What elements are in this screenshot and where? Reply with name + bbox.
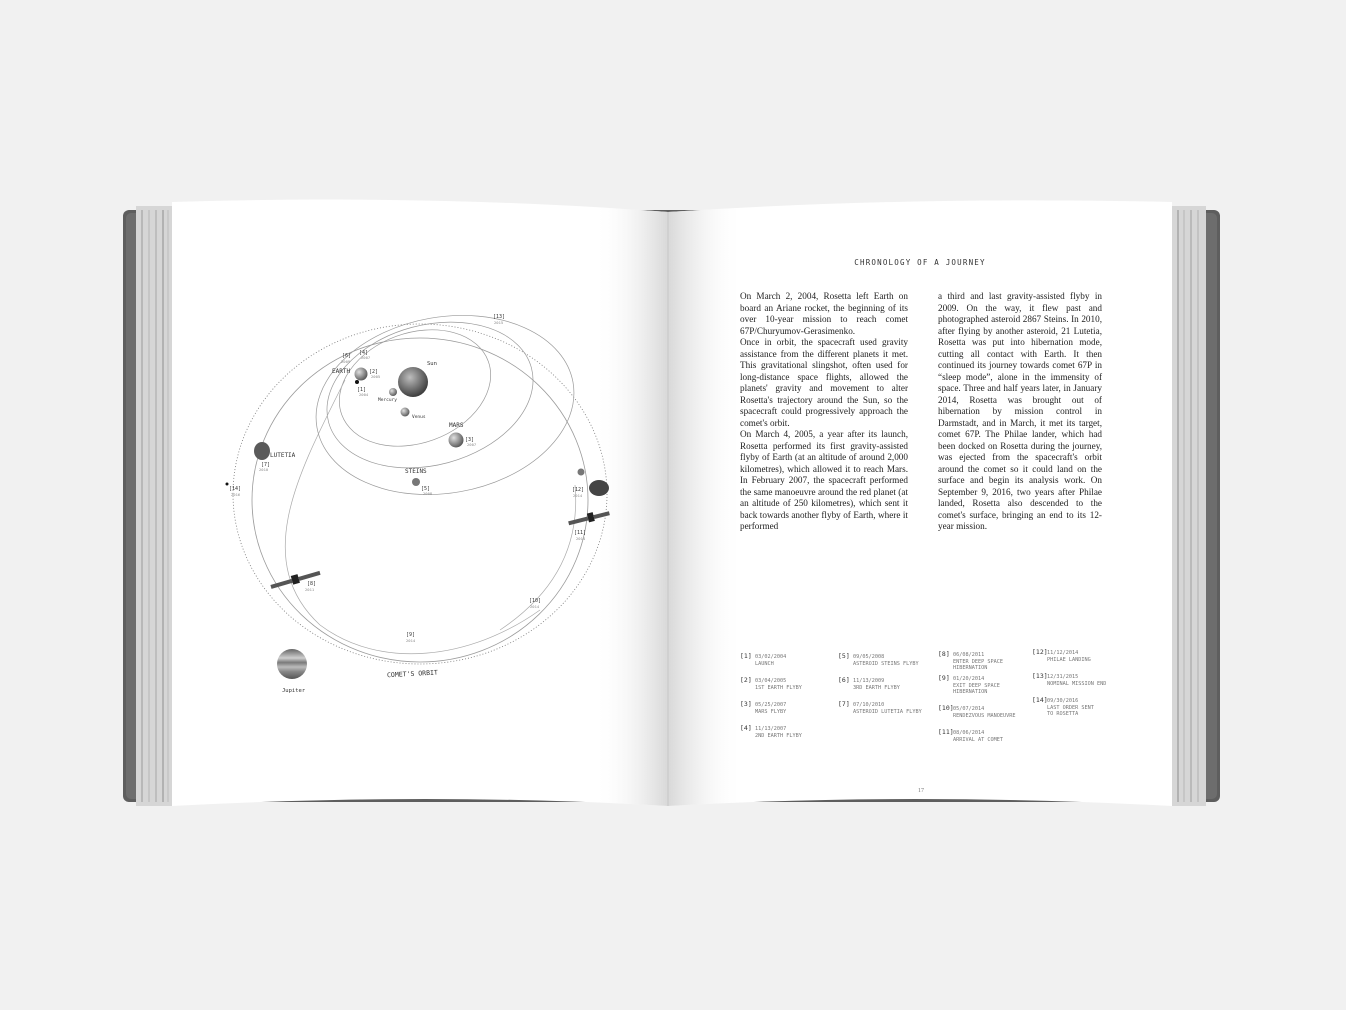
mercury-label: Mercury <box>378 398 397 403</box>
svg-text:2008: 2008 <box>423 491 433 496</box>
paragraph: On March 4, 2005, a year after its launch, Rosetta performed its first gravity-assisted flyby of Earth (at an altitude of around 2,000 kilometres), which allowed it to reach Mars. In February 2007, the spacecraft performed the same manoeuvre around the red planet (at an altitude of 250 kilometres), which sent it back towards another flyby of Earth, where it performed <box>740 429 908 531</box>
svg-text:[14]: [14] <box>229 486 242 492</box>
chapter-heading: CHRONOLOGY OF A JOURNEY <box>854 258 986 267</box>
svg-text:[2]: [2] <box>369 369 379 375</box>
svg-text:[11]: [11] <box>574 530 587 536</box>
mars <box>449 433 464 448</box>
svg-text:2007: 2007 <box>467 442 477 447</box>
body-column-1 <box>740 291 908 533</box>
venus-label: Venus <box>412 415 426 420</box>
mars-label: MARS <box>449 422 464 429</box>
svg-text:2016: 2016 <box>231 492 241 497</box>
mercury <box>389 388 397 396</box>
lutetia-label: LUTETIA <box>270 452 296 459</box>
body-column-2 <box>938 291 1102 533</box>
venus <box>401 408 410 417</box>
svg-text:2009: 2009 <box>341 359 351 364</box>
svg-text:2014: 2014 <box>576 536 586 541</box>
svg-text:[8]: [8] <box>307 581 317 587</box>
earth-label: EARTH <box>332 368 351 375</box>
svg-text:2007: 2007 <box>361 355 371 360</box>
svg-text:[7]: [7] <box>261 462 271 468</box>
earth <box>355 368 368 381</box>
svg-text:[4]: [4] <box>359 350 369 356</box>
marker-6 <box>341 353 351 364</box>
jupiter <box>277 649 307 679</box>
svg-text:[9]: [9] <box>406 632 416 638</box>
page-number: 17 <box>918 788 924 794</box>
steins <box>412 478 420 486</box>
lutetia <box>254 442 270 460</box>
sun <box>398 367 428 397</box>
svg-text:2014: 2014 <box>573 493 583 498</box>
svg-text:[13]: [13] <box>493 314 506 320</box>
svg-text:[10]: [10] <box>529 598 542 604</box>
marker-9 <box>406 632 416 643</box>
svg-text:2005: 2005 <box>371 374 381 379</box>
svg-text:2014: 2014 <box>406 638 416 643</box>
svg-text:[5]: [5] <box>421 486 431 492</box>
comet-orbit-label: COMET'S ORBIT <box>386 668 439 680</box>
svg-text:2010: 2010 <box>259 467 269 472</box>
svg-text:[12]: [12] <box>572 487 585 493</box>
comet-67p <box>589 480 609 496</box>
svg-text:2014: 2014 <box>530 604 540 609</box>
marker-14 <box>229 486 241 497</box>
jupiter-label: Jupiter <box>282 688 306 694</box>
paragraph: On March 2, 2004, Rosetta left Earth on board an Ariane rocket, the beginning of its over 10-year mission to reach comet 67P/Churyumov-Gerasimenko. <box>740 291 908 336</box>
svg-text:[3]: [3] <box>465 437 475 443</box>
svg-text:[6]: [6] <box>342 353 352 359</box>
marker-11 <box>574 530 586 541</box>
steins-label: STEINS <box>405 468 427 475</box>
svg-text:2011: 2011 <box>305 587 315 592</box>
paragraph: Once in orbit, the spacecraft used gravity assistance from the different planets it met. This gravitational slingshot, often used for long-distance space flights, allowed the planets' gravity and movement to alter Rosetta's trajectory around the Sun, so the spacecraft could progressively approach the comet's orbit. <box>740 337 908 428</box>
paragraph: a third and last gravity-assisted flyby in 2009. On the way, it flew past and photographed asteroid 2867 Steins. In 2010, after flying by another asteroid, 21 Lutetia, Rosetta was put into hibernation mode, cutting all contact with Earth. It then continued its journey towards comet 67P in “sleep mode”, alone in the immensity of space. Three and half years later, in January 2014, Rosetta was brought out of hibernation by mission control in Darmstadt, and in March, it met its target, comet 67P. The Philae lander, which had been docked on Rosetta during the journey, was ejected from the spacecraft's orbit around the comet so it could land on the surface and begin its analysis work. On September 9, 2016, two years after Philae landed, Rosetta also descended to the comet's surface, bringing an end to its 12-year mission. <box>938 291 1102 531</box>
svg-text:[1]: [1] <box>357 387 367 393</box>
sun-label: Sun <box>427 361 437 367</box>
svg-text:2004: 2004 <box>359 392 369 397</box>
svg-text:2015: 2015 <box>494 320 504 325</box>
